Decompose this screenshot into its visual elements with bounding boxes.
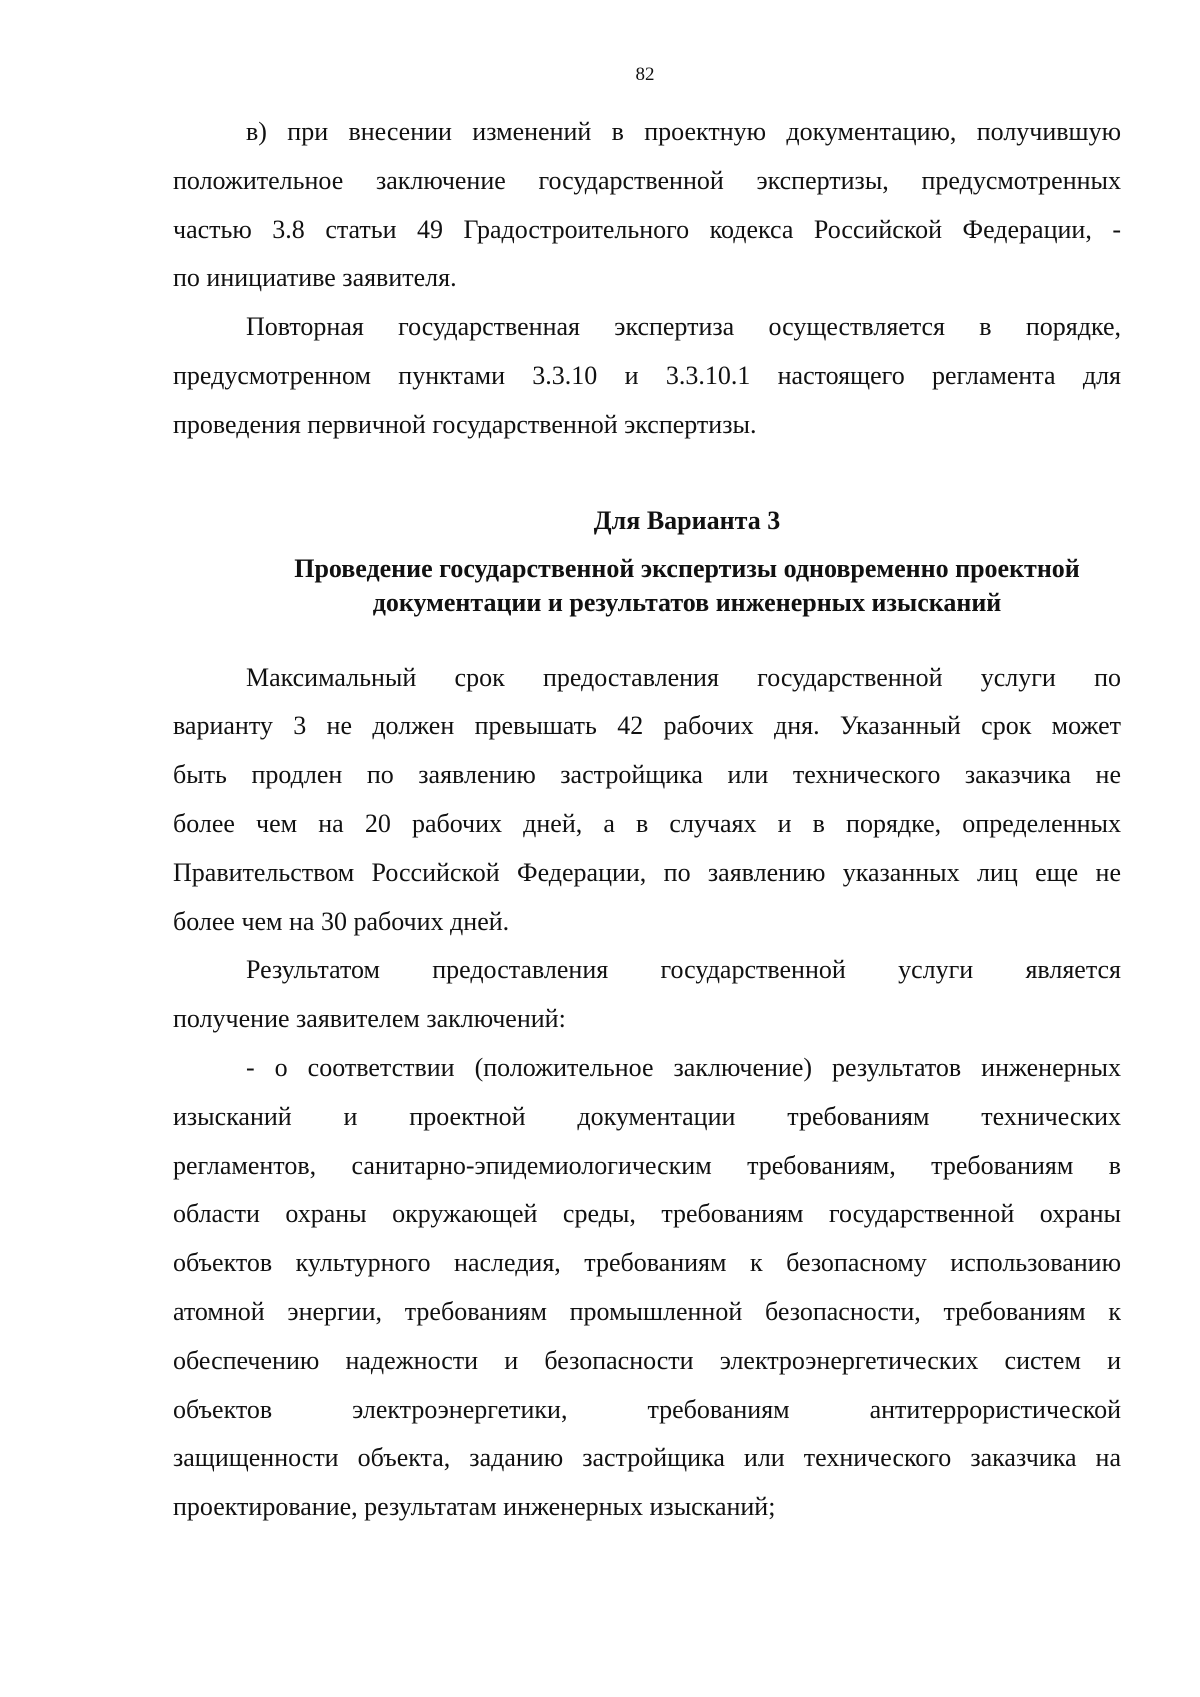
text-line: обеспечению надежности и безопасности электроэнергетических систем и [173, 1345, 1121, 1375]
paragraph-maximum-term [173, 654, 1121, 947]
paragraph-result [173, 946, 1121, 1044]
section-title-line: документации и результатов инженерных изысканий [372, 587, 1002, 617]
text-line: быть продлен по заявлению застройщика или технического заказчика не [173, 760, 1121, 790]
text-line: проектирование, результатам инженерных изысканий; [173, 1492, 776, 1522]
text-line: получение заявителем заключений: [173, 1004, 566, 1034]
page-number: 82 [635, 64, 655, 85]
text-line: защищенности объекта, заданию застройщика или технического заказчика на [173, 1443, 1121, 1473]
text-line: по инициативе заявителя. [173, 263, 457, 293]
paragraph-repeat-expertise [173, 303, 1121, 449]
text-line: более чем на 30 рабочих дней. [173, 906, 510, 936]
text-line: объектов культурного наследия, требованиям к безопасному использованию [173, 1248, 1121, 1278]
text-line: регламентов, санитарно-эпидемиологическим требованиям, требованиям в [173, 1150, 1121, 1180]
text-line: более чем на 20 рабочих дней, а в случаях и в порядке, определенных [173, 808, 1121, 838]
text-line: Повторная государственная экспертиза осуществляется в порядке, [246, 312, 1121, 342]
text-line: области охраны окружающей среды, требованиям государственной охраны [173, 1199, 1121, 1229]
section-heading-variant: Для Варианта 3 [593, 505, 781, 535]
text-line: в) при внесении изменений в проектную документацию, получившую [246, 117, 1121, 146]
text-line: объектов электроэнергетики, требованиям антитеррористической [173, 1394, 1121, 1424]
text-line: варианту 3 не должен превышать 42 рабочих дня. Указанный срок может [173, 711, 1121, 741]
text-line: частью 3.8 статьи 49 Градостроительного кодекса Российской Федерации, - [173, 214, 1121, 244]
text-line: Результатом предоставления государственной услуги является [246, 955, 1121, 985]
section-title [173, 552, 1121, 620]
text-line: положительное заключение государственной экспертизы, предусмотренных [173, 165, 1121, 195]
paragraph-changes-to-documentation [173, 108, 1121, 303]
spacer [173, 620, 1121, 654]
text-line: - о соответствии (положительное заключение) результатов инженерных [246, 1052, 1121, 1082]
text-line: Максимальный срок предоставления государственной услуги по [246, 662, 1121, 692]
document-body [173, 108, 1121, 1532]
text-line: Правительством Российской Федерации, по заявлению указанных лиц еще не [173, 857, 1121, 887]
text-line: атомной энергии, требованиям промышленной безопасности, требованиям к [173, 1296, 1121, 1326]
paragraph-conformity [173, 1044, 1121, 1532]
text-line: проведения первичной государственной экспертизы. [173, 409, 757, 439]
text-line: предусмотренном пунктами 3.3.10 и 3.3.10.1 настоящего регламента для [173, 360, 1121, 390]
text-line: изысканий и проектной документации требованиям технических [173, 1101, 1121, 1131]
section-title-line: Проведение государственной экспертизы одновременно проектной [294, 553, 1080, 583]
